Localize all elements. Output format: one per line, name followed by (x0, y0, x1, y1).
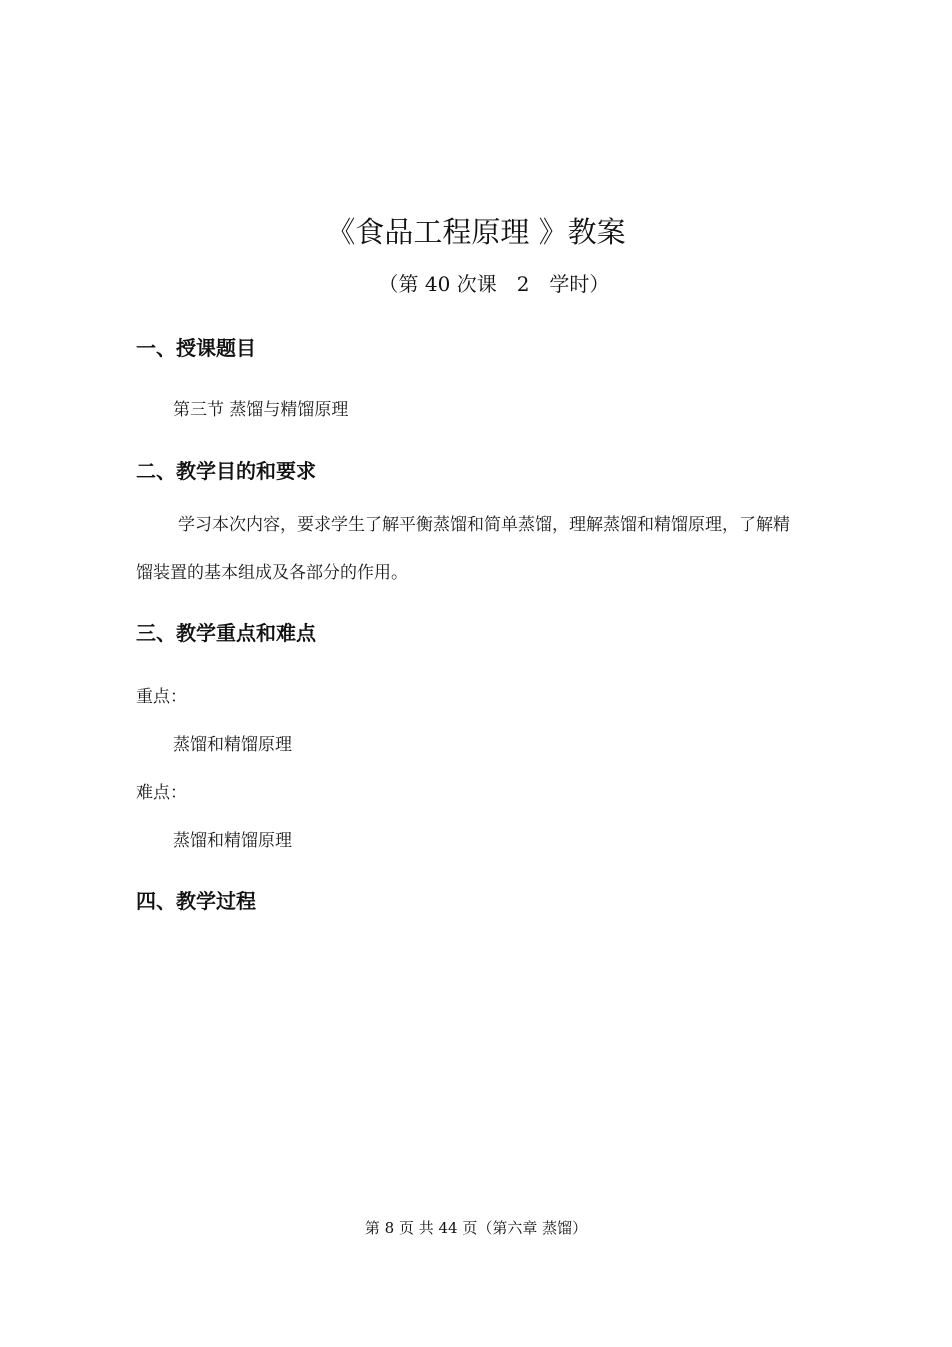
document-title: 《食品工程原理 》教案 (326, 215, 626, 249)
difficulty-label: 难点： (136, 783, 187, 803)
section-heading-topic: 一、授课题目 (136, 336, 256, 360)
section-heading-objectives: 二、教学目的和要求 (136, 459, 316, 483)
difficulty-content: 蒸馏和精馏原理 (173, 831, 292, 851)
focus-content: 蒸馏和精馏原理 (173, 735, 292, 755)
section-heading-key-points: 三、教学重点和难点 (136, 621, 316, 645)
section-heading-process: 四、教学过程 (136, 889, 256, 913)
topic-content: 第三节 蒸馏与精馏原理 (173, 400, 349, 420)
objectives-line-2: 馏装置的基本组成及各部分的作用。 (136, 563, 408, 583)
page-footer: 第 8 页 共 44 页（第六章 蒸馏） (364, 1219, 588, 1237)
focus-label: 重点： (136, 687, 187, 707)
objectives-line-1: 学习本次内容，要求学生了解平衡蒸馏和简单蒸馏，理解蒸馏和精馏原理，了解精 (178, 515, 790, 535)
document-subtitle: （第 40 次课 2 学时） (378, 272, 610, 296)
